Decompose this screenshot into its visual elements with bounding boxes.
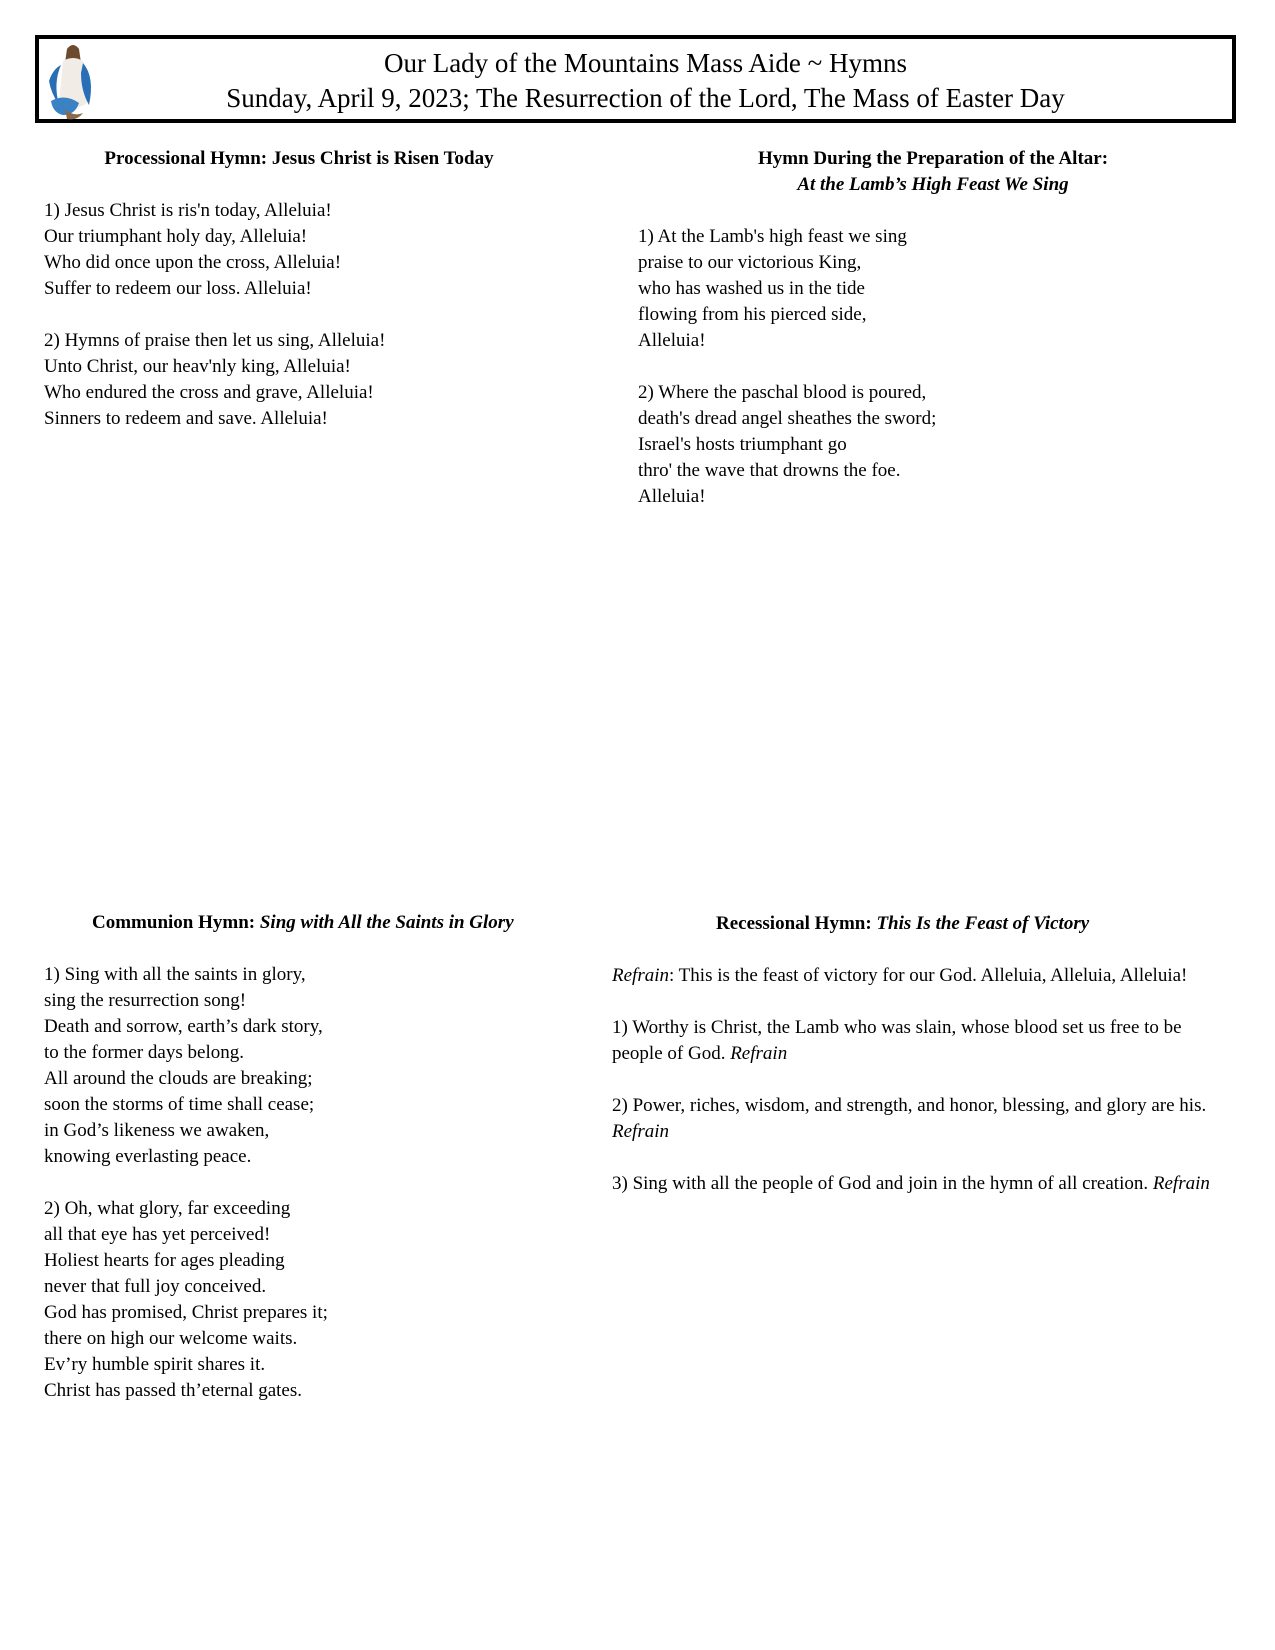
preparation-stanza-2: 2) Where the paschal blood is poured, death's dread angel sheathes the sword; Israel's hosts triumphant go thro' the wave that drowns the foe. Alleluia!: [638, 382, 937, 507]
refrain-cue: Refrain: [612, 1121, 669, 1142]
processional-hymn: [44, 146, 554, 432]
recessional-hymn: [612, 911, 1222, 1223]
preparation-hymn: [638, 146, 1228, 198]
refrain-cue: Refrain: [730, 1043, 788, 1064]
recessional-title-text: This Is the Feast of Victory: [876, 913, 1090, 934]
recessional-verse-3: [612, 1171, 1222, 1197]
preparation-title: [638, 172, 1228, 198]
preparation-title-text: At the Lamb’s High Feast We Sing: [797, 174, 1069, 195]
communion-title: [44, 910, 604, 936]
processional-stanza-1: 1) Jesus Christ is ris'n today, Alleluia! Our triumphant holy day, Alleluia! Who did once upon the cross, Alleluia! Suffer to redeem our loss. Alleluia!: [44, 200, 342, 299]
preparation-stanzas: [638, 224, 1228, 510]
verse-text: 1) Worthy is Christ, the Lamb who was slain, whose blood set us free to be people of God.: [612, 1017, 1182, 1064]
communion-title-text: Sing with All the Saints in Glory: [259, 912, 514, 933]
recessional-verse-1: [612, 1015, 1222, 1067]
refrain-cue: Refrain: [1152, 1173, 1210, 1194]
recessional-title: [612, 911, 1222, 937]
communion-stanza-2: 2) Oh, what glory, far exceeding all that eye has yet perceived! Holiest hearts for ages pleading never that full joy conceived. God has promised, Christ prepares it; there on high our welcome waits. Ev’ry humble spirit shares it. Christ has passed th’eternal gates.: [44, 1198, 328, 1401]
verse-text: 3) Sing with all the people of God and join in the hymn of all creation.: [612, 1173, 1153, 1194]
recessional-verse-2: [612, 1093, 1222, 1145]
preparation-stanza-1: 1) At the Lamb's high feast we sing praise to our victorious King, who has washed us in the tide flowing from his pierced side, Alleluia!: [638, 226, 907, 351]
communion-hymn: [44, 910, 604, 1404]
header-subtitle: Sunday, April 9, 2023; The Resurrection of the Lord, The Mass of Easter Day: [226, 83, 1065, 113]
recessional-label: Recessional Hymn:: [716, 913, 877, 934]
header-title: Our Lady of the Mountains Mass Aide ~ Hymns: [383, 48, 908, 78]
processional-title: Processional Hymn: Jesus Christ is Risen Today: [104, 148, 494, 169]
communion-stanza-1: 1) Sing with all the saints in glory, sing the resurrection song! Death and sorrow, earth’s dark story, to the former days belong. All around the clouds are breaking; soon the storms of time shall cease; in God’s likeness we awaken, knowing everlasting peace.: [44, 964, 323, 1167]
refrain-text: : This is the feast of victory for our God. Alleluia, Alleluia, Alleluia!: [669, 965, 1188, 986]
processional-stanza-2: 2) Hymns of praise then let us sing, Alleluia! Unto Christ, our heav'nly king, Alleluia! Who endured the cross and grave, Alleluia! Sinners to redeem and save. Alleluia!: [44, 330, 386, 429]
page-header: [35, 35, 1236, 123]
preparation-label: Hymn During the Preparation of the Altar:: [757, 148, 1109, 169]
communion-label: Communion Hymn:: [92, 912, 260, 933]
verse-text: 2) Power, riches, wisdom, and strength, and honor, blessing, and glory are his.: [612, 1095, 1207, 1116]
refrain-word: Refrain: [612, 965, 669, 986]
recessional-refrain: [612, 963, 1222, 989]
